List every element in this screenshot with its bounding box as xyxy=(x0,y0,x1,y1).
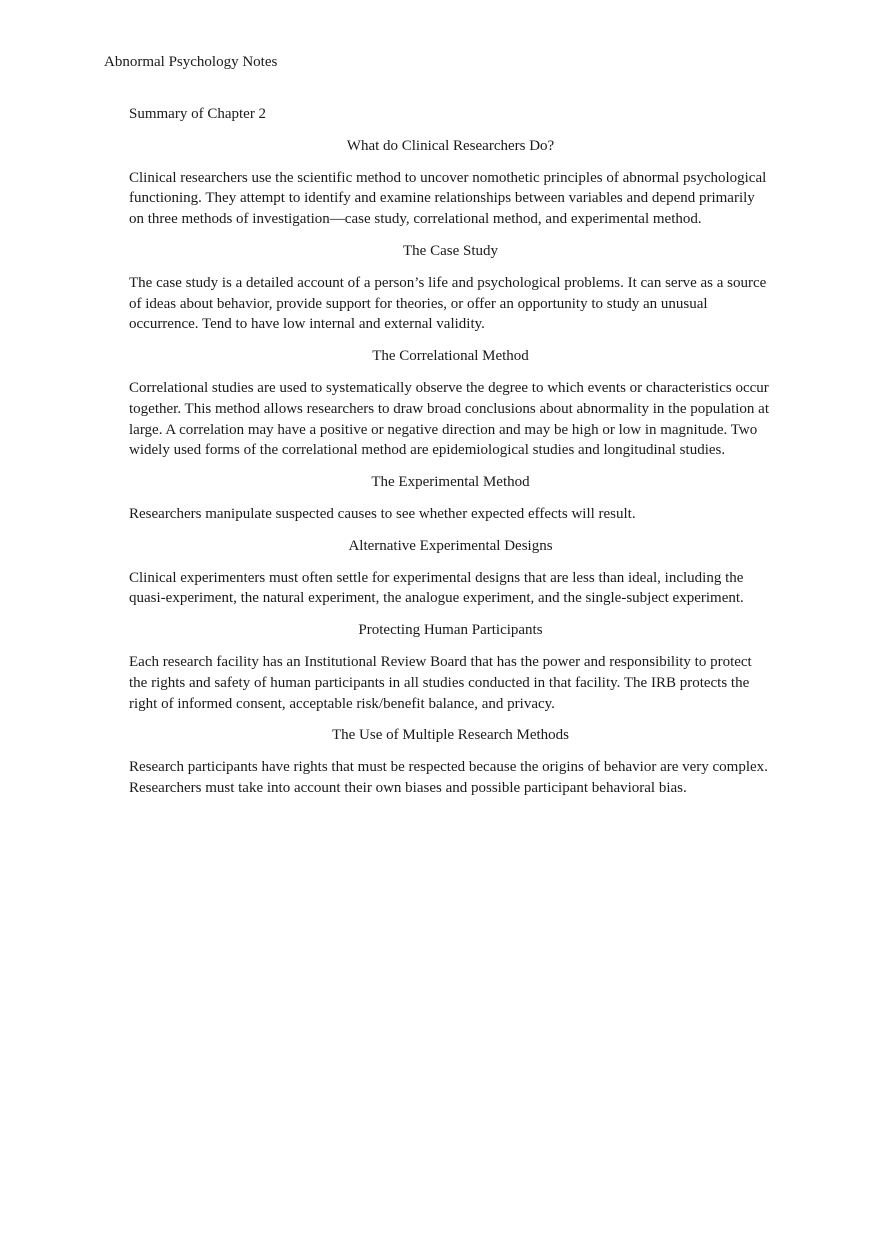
page-header-title: Abnormal Psychology Notes xyxy=(104,54,278,70)
section-heading: The Experimental Method xyxy=(371,474,530,491)
section-heading: What do Clinical Researchers Do? xyxy=(346,137,555,154)
section-paragraph: Each research facility has an Institutional Review Board that has the power and responsibility to protect the rights and safety of human participants in all studies conducted in that facility. The IRB protects the right of informed consent, acceptable risk/benefit balance, and privacy. xyxy=(129,653,752,712)
section-heading: Alternative Experimental Designs xyxy=(348,537,553,554)
section-clinical-researchers xyxy=(129,136,772,230)
section-heading: The Use of Multiple Research Methods xyxy=(331,727,570,744)
section-human-participants xyxy=(129,620,772,714)
section-paragraph: Research participants have rights that must be respected because the origins of behavior are very complex. Researchers must take into account their own biases and possible participant behavioral bias. xyxy=(129,759,768,796)
section-experimental-method xyxy=(129,472,772,525)
section-paragraph: Researchers manipulate suspected causes to see whether expected effects will result. xyxy=(129,505,636,522)
document-body xyxy=(129,104,772,810)
section-heading: The Correlational Method xyxy=(372,348,529,365)
section-paragraph: Correlational studies are used to systematically observe the degree to which events or characteristics occur together. This method allows researchers to draw broad conclusions about abnormality in the population at large. A correlation may have a positive or negative direction and may be high or low in magnitude. Two widely used forms of the correlational method are epidemiological studies and longitudinal studies. xyxy=(129,379,769,459)
section-heading: Protecting Human Participants xyxy=(358,622,543,639)
section-paragraph: Clinical experimenters must often settle for experimental designs that are less than ideal, including the quasi-experiment, the natural experiment, the analogue experiment, and the single-subject experiment. xyxy=(129,569,744,607)
section-heading: The Case Study xyxy=(403,242,498,259)
section-alternative-designs xyxy=(129,536,772,609)
section-correlational-method xyxy=(129,346,772,461)
section-multiple-methods xyxy=(129,725,772,798)
section-case-study xyxy=(129,241,772,335)
section-paragraph: The case study is a detailed account of a person’s life and psychological problems. It can serve as a source of ideas about behavior, provide support for theories, or offer an opportunity to study an unusual occurrence. Tend to have low internal and external validity. xyxy=(129,274,767,333)
chapter-title: Summary of Chapter 2 xyxy=(129,106,267,122)
section-paragraph: Clinical researchers use the scientific method to uncover nomothetic principles of abnormal psychological functioning. They attempt to identify and examine relationships between variables and depend primarily on three methods of investigation—case study, correlational method, and experimental method. xyxy=(129,169,767,228)
